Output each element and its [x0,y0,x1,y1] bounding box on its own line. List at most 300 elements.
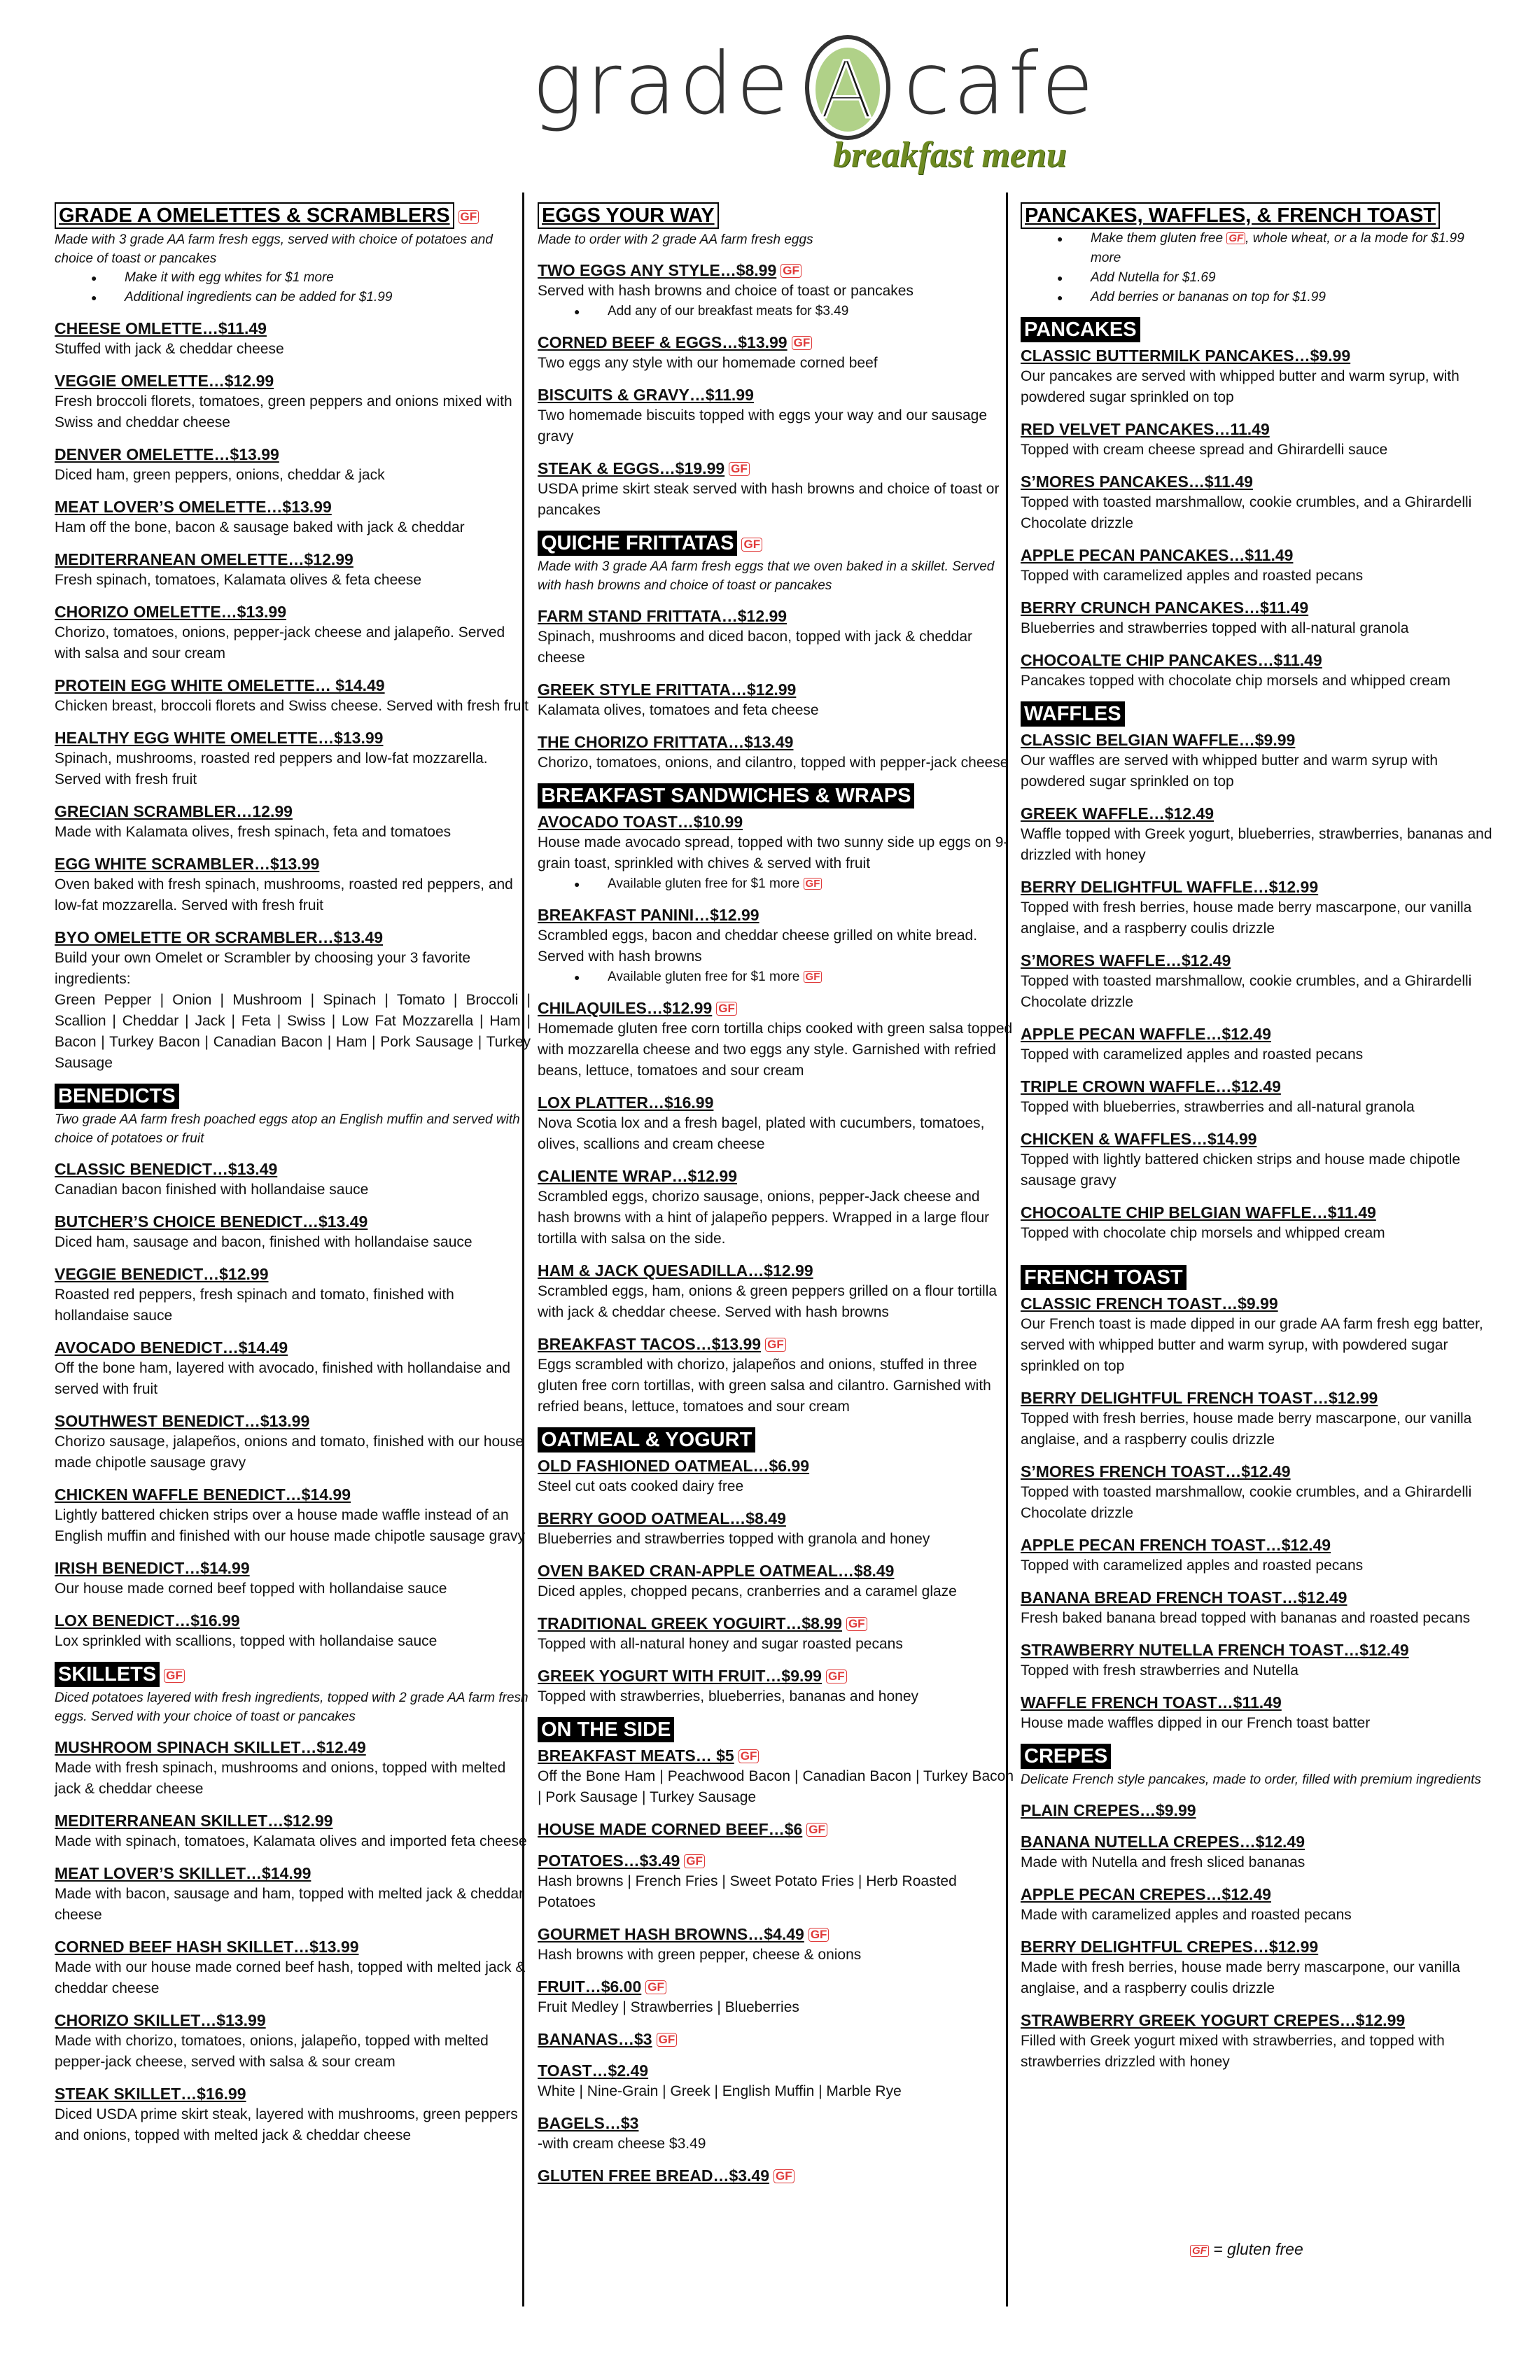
item-desc: Off the bone ham, layered with avocado, finished with hollandaise and served with fruit [55,1360,511,1397]
item-desc: Stuffed with jack & cheddar cheese [55,341,284,357]
gluten-free-badge: GF [1190,2245,1209,2257]
item-bullet: ● Add any of our breakfast meats for $3.49 [538,302,1014,321]
item-desc: Spinach, mushrooms and diced bacon, topped with jack & cheddar cheese [538,629,973,666]
menu-item [538,2029,1014,2050]
section-skillets [55,1652,531,2146]
note-bullet: ● Additional ingredients can be added for $1.99 [55,288,531,307]
menu-column-1 [55,192,531,2146]
menu-item [55,727,531,790]
item-ingredient-list: Green Pepper | Onion | Mushroom | Spinach | Tomato | Broccoli | Scallion | Cheddar | Jack | Feta | Swiss | Low Fat Mozzarella | Ham | Bacon | Turkey Bacon | Canadian Bacon | Ham | Pork Sausage | Turkey Sausage [55,992,531,1071]
item-name: LOX BENEDICT…$16.99 [55,1611,240,1630]
item-desc: Nova Scotia lox and a fresh bagel, plated with cucumbers, tomatoes, olives, scallions and cream cheese [538,1115,985,1152]
menu-item [1021,876,1497,939]
menu-item [55,1484,531,1547]
menu-item [538,1455,1014,1497]
item-name: GRECIAN SCRAMBLER…12.99 [55,802,293,820]
item-name: CLASSIC BELGIAN WAFFLE…$9.99 [1021,731,1296,749]
section-pancakes-waffles-french-toast [1021,192,1497,307]
item-desc: Topped with chocolate chip morsels and whipped cream [1021,1225,1385,1241]
item-name: TRADITIONAL GREEK YOGUIRT…$8.99 GF [538,1613,1014,1634]
gluten-free-badge: GF [1226,232,1245,244]
item-desc: Topped with fresh berries, house made berry mascarpone, our vanilla anglaise, and a raspberry coulis drizzle [1021,899,1472,937]
menu-item [55,1410,531,1474]
menu-item [538,1850,1014,1913]
item-name: DENVER OMELETTE…$13.99 [55,445,279,463]
menu-column-3 [1021,192,1497,2073]
item-desc: Kalamata olives, tomatoes and feta cheese [538,702,819,718]
menu-item [55,853,531,916]
item-desc: House made avocado spread, topped with two sunny side up eggs on 9-grain toast, sprinkled with chives & served with fruit [538,834,1009,872]
item-name: MEAT LOVER’S OMELETTE…$13.99 [55,498,332,516]
item-desc: Made with bacon, sausage and ham, topped with melted jack & cheddar cheese [55,1886,524,1923]
legend-text: = gluten free [1208,2240,1303,2258]
item-desc: Chorizo, tomatoes, onions, pepper-jack cheese and jalapeño. Served with salsa and sour cream [55,624,505,662]
item-name: BISCUITS & GRAVY…$11.99 [538,386,754,404]
item-name: BANANA BREAD FRENCH TOAST…$12.49 [1021,1588,1348,1606]
item-name: CHEESE OMLETTE…$11.49 [55,319,267,337]
item-desc: Scrambled eggs, chorizo sausage, onions, pepper-Jack cheese and hash browns with a hint of jalapeño peppers. Wrapped in a large flour tortilla with salsa on the side. [538,1189,990,1247]
section-waffles [1021,692,1497,1244]
item-desc: White | Nine-Grain | Greek | English Muffin | Marble Rye [538,2083,902,2099]
item-desc: Roasted red peppers, fresh spinach and tomato, finished with hollandaise sauce [55,1287,454,1324]
item-name: PLAIN CREPES…$9.99 [1021,1801,1196,1819]
item-desc: Fresh broccoli florets, tomatoes, green peppers and onions mixed with Swiss and cheddar cheese [55,393,512,430]
item-desc: Hash browns with green pepper, cheese & onions [538,1947,862,1963]
menu-item [538,1745,1014,1808]
item-name: BANANAS…$3 GF [538,2029,1014,2050]
item-name: MEAT LOVER’S SKILLET…$14.99 [55,1864,312,1882]
gluten-free-badge: GF [741,538,762,552]
item-name: CHOCOALTE CHIP BELGIAN WAFFLE…$11.49 [1021,1203,1376,1222]
menu-item [538,679,1014,721]
menu-item [55,318,531,360]
section-quiche-frittatas [538,521,1014,774]
item-name: THE CHORIZO FRITTATA…$13.49 [538,733,794,751]
item-desc: Lox sprinkled with scallions, topped with hollandaise sauce [55,1633,438,1649]
item-desc: Made with fresh spinach, mushrooms and onions, topped with melted jack & cheddar cheese [55,1760,506,1797]
item-name: MEDITERRANEAN SKILLET…$12.99 [55,1812,333,1830]
section-title: BREAKFAST SANDWICHES & WRAPS [538,783,914,808]
item-desc: Our waffles are served with whipped butter and warm syrup with powdered sugar sprinkled on top [1021,752,1438,790]
item-desc: Topped with toasted marshmallow, cookie crumbles, and a Ghirardelli Chocolate drizzle [1021,494,1472,531]
item-name: BAGELS…$3 [538,2114,639,2132]
section-omelettes [55,192,531,1074]
section-note: Made with 3 grade AA farm fresh eggs, served with choice of potatoes and choice of toast or pancakes [55,232,493,266]
gluten-free-badge: GF [765,1338,786,1352]
item-desc: Topped with caramelized apples and roasted pecans [1021,568,1364,584]
menu-item [55,1158,531,1200]
item-name: BANANA NUTELLA CREPES…$12.49 [1021,1833,1305,1851]
item-name: CORNED BEEF & EGGS…$13.99 GF [538,332,1014,353]
section-title: OATMEAL & YOGURT [538,1427,755,1452]
item-desc: Chicken breast, broccoli florets and Swiss cheese. Served with fresh fruit [55,698,528,714]
item-name: BERRY DELIGHTFUL CREPES…$12.99 [1021,1938,1319,1956]
item-desc: Our French toast is made dipped in our grade AA farm fresh egg batter, served with whipped butter and warm syrup, with powdered sugar sprinkled on top [1021,1316,1483,1374]
item-desc: Topped with toasted marshmallow, cookie crumbles, and a Ghirardelli Chocolate drizzle [1021,1484,1472,1521]
section-pancakes [1021,307,1497,692]
menu-item [55,444,531,486]
menu-item [1021,1128,1497,1191]
item-name: GLUTEN FREE BREAD…$3.49 GF [538,2165,1014,2186]
section-title: WAFFLES [1021,701,1125,727]
menu-item [538,997,1014,1082]
item-desc: Diced USDA prime skirt steak, layered with mushrooms, green peppers and onions, topped with melted jack & cheddar cheese [55,2106,518,2143]
item-name: CHOCOALTE CHIP PANCAKES…$11.49 [1021,651,1322,669]
item-name: CLASSIC FRENCH TOAST…$9.99 [1021,1294,1278,1312]
menu-header [0,0,1540,189]
section-title: QUICHE FRITTATAS [538,531,737,556]
menu-item [538,1665,1014,1707]
item-desc: Topped with all-natural honey and sugar roasted pecans [538,1636,903,1652]
menu-item [55,496,531,538]
item-desc: Pancakes topped with chocolate chip morsels and whipped cream [1021,673,1451,689]
item-desc: Diced apples, chopped pecans, cranberries and a caramel glaze [538,1583,957,1600]
gluten-free-badge: GF [164,1669,185,1683]
menu-item [55,675,531,717]
menu-column-2 [538,192,1014,2186]
item-desc: Topped with fresh strawberries and Nutella [1021,1662,1298,1679]
gluten-free-badge: GF [808,1928,830,1942]
item-desc: Made with chorizo, tomatoes, onions, jalapeño, topped with melted pepper-jack cheese, served with salsa & sour cream [55,2033,489,2070]
section-title: BENEDICTS [55,1084,179,1109]
menu-item [55,1810,531,1852]
menu-item [538,1092,1014,1155]
gluten-free-badge: GF [846,1617,867,1631]
item-name: AVOCADO BENEDICT…$14.49 [55,1338,288,1357]
item-desc: -with cream cheese $3.49 [538,2136,706,2152]
item-desc: USDA prime skirt steak served with hash browns and choice of toast or pancakes [538,481,1000,518]
menu-item [1021,803,1497,866]
item-desc: Canadian bacon finished with hollandaise sauce [55,1182,369,1198]
item-name: POTATOES…$3.49 GF [538,1850,1014,1871]
item-desc: Off the Bone Ham | Peachwood Bacon | Canadian Bacon | Turkey Bacon | Pork Sausage | Turkey Sausage [538,1768,1014,1805]
menu-item [538,260,1014,321]
gluten-free-badge: GF [804,878,822,890]
item-name: TWO EGGS ANY STYLE…$8.99 GF [538,260,1014,281]
menu-item [1021,1293,1497,1377]
gluten-free-badge: GF [657,2033,678,2047]
menu-item [1021,729,1497,792]
menu-item [538,2060,1014,2102]
section-note: Made with 3 grade AA farm fresh eggs that we oven baked in a skillet. Served with hash browns and choice of toast or pancakes [538,559,995,593]
item-desc: Chorizo sausage, jalapeños, onions and tomato, finished with our house made chipotle sausage gravy [55,1434,524,1471]
item-name: AVOCADO TOAST…$10.99 [538,813,743,831]
item-name: BREAKFAST PANINI…$12.99 [538,906,760,924]
item-name: GREEK STYLE FRITTATA…$12.99 [538,680,797,699]
section-note: Made to order with 2 grade AA farm fresh eggs [538,232,813,247]
item-name: S’MORES PANCAKES…$11.49 [1021,472,1253,491]
menu-item [1021,1076,1497,1118]
note-bullet: ● Add Nutella for $1.69 [1021,268,1497,288]
item-desc: Homemade gluten free corn tortilla chips cooked with green salsa topped with mozzarella cheese and two eggs any style. Garnished with refried beans, lettuce, tomatoes and sour cream [538,1021,1013,1079]
item-name: CHICKEN WAFFLE BENEDICT…$14.99 [55,1485,351,1504]
item-name: STEAK & EGGS…$19.99 GF [538,458,1014,479]
item-bullet: ● Available gluten free for $1 more GF [538,874,1014,894]
item-desc: Oven baked with fresh spinach, mushrooms, roasted red peppers, and low-fat mozzarella. Served with fresh fruit [55,876,513,913]
menu-item [538,332,1014,374]
item-desc: Made with caramelized apples and roasted pecans [1021,1907,1352,1923]
gluten-free-badge: GF [729,462,750,476]
menu-item [55,549,531,591]
section-title: CREPES [1021,1744,1111,1769]
item-name: GREEK WAFFLE…$12.49 [1021,804,1214,822]
item-name: GREEK YOGURT WITH FRUIT…$9.99 GF [538,1665,1014,1686]
item-desc: Topped with caramelized apples and roasted pecans [1021,1558,1364,1574]
gluten-free-badge: GF [780,264,802,278]
item-desc: Blueberries and strawberries topped with granola and honey [538,1531,930,1547]
item-desc: Scrambled eggs, bacon and cheddar cheese grilled on white bread. Served with hash browns [538,927,978,965]
note-bullet: ● Make it with egg whites for $1 more [55,268,531,288]
item-desc: Eggs scrambled with chorizo, jalapeños and onions, stuffed in three gluten free corn tortillas, with green salsa and cilantro. Garnished with refried beans, lettuce, tomatoes and sour cream [538,1357,991,1415]
item-name: IRISH BENEDICT…$14.99 [55,1559,250,1577]
gluten-free-badge: GF [774,2169,794,2183]
item-desc: Topped with lightly battered chicken strips and house made chipotle sausage gravy [1021,1152,1461,1189]
menu-item [1021,1800,1497,1821]
menu-item [1021,1639,1497,1681]
gluten-free-badge: GF [806,1823,827,1837]
section-title: GRADE A OMELETTES & SCRAMBLERS [55,202,454,229]
item-name: PROTEIN EGG WHITE OMELETTE… $14.49 [55,676,385,694]
menu-item [538,1613,1014,1655]
item-bullet: ● Available gluten free for $1 more GF [538,967,1014,987]
item-name: HEALTHY EGG WHITE OMELETTE…$13.99 [55,729,384,747]
item-name: S’MORES WAFFLE…$12.49 [1021,951,1231,969]
menu-item [1021,1884,1497,1926]
section-on-the-side [538,1707,1014,2186]
menu-item [538,904,1014,987]
item-name: EGG WHITE SCRAMBLER…$13.99 [55,855,320,873]
item-desc: Made with our house made corned beef hash, topped with melted jack & cheddar cheese [55,1959,526,1996]
item-desc: Topped with blueberries, strawberries and all-natural granola [1021,1099,1415,1115]
item-name: VEGGIE BENEDICT…$12.99 [55,1265,269,1283]
menu-item [538,1976,1014,2018]
gluten-free-badge: GF [716,1002,737,1016]
menu-item [538,1819,1014,1840]
item-desc: Steel cut oats cooked dairy free [538,1478,744,1494]
item-name: MEDITERRANEAN OMELETTE…$12.99 [55,550,354,568]
menu-item [538,2113,1014,2155]
item-desc: Fruit Medley | Strawberries | Blueberries [538,1999,799,2015]
item-name: APPLE PECAN FRENCH TOAST…$12.49 [1021,1536,1331,1554]
menu-item [538,1334,1014,1418]
item-name: CHILAQUILES…$12.99 GF [538,997,1014,1018]
menu-item [538,606,1014,668]
grade-a-egg-icon [799,28,897,140]
menu-item [55,2083,531,2146]
item-desc: Chorizo, tomatoes, onions, and cilantro, topped with pepper-jack cheese [538,755,1009,771]
item-name: TRIPLE CROWN WAFFLE…$12.49 [1021,1077,1281,1096]
menu-item [1021,419,1497,461]
menu-item [55,1610,531,1652]
item-desc: Fresh baked banana bread topped with bananas and roasted pecans [1021,1610,1471,1626]
menu-item [1021,471,1497,534]
item-name: STRAWBERRY GREEK YOGURT CREPES…$12.99 [1021,2011,1406,2029]
section-eggs-your-way [538,192,1014,521]
note-bullet: ● Add berries or bananas on top for $1.99 [1021,288,1497,307]
item-desc: Our house made corned beef topped with hollandaise sauce [55,1581,447,1597]
item-desc: Topped with caramelized apples and roasted pecans [1021,1046,1364,1063]
menu-item [1021,1461,1497,1524]
menu-item [538,384,1014,447]
section-oatmeal-yogurt [538,1418,1014,1707]
menu-item [1021,345,1497,408]
section-sandwiches-wraps [538,774,1014,1418]
item-name: APPLE PECAN WAFFLE…$12.49 [1021,1025,1271,1043]
item-name: BREAKFAST TACOS…$13.99 GF [538,1334,1014,1354]
item-name: MUSHROOM SPINACH SKILLET…$12.49 [55,1738,366,1756]
item-name: CLASSIC BENEDICT…$13.49 [55,1160,278,1178]
item-name: OVEN BAKED CRAN-APPLE OATMEAL…$8.49 [538,1562,895,1580]
section-benedicts [55,1074,531,1652]
item-name: OLD FASHIONED OATMEAL…$6.99 [538,1457,810,1475]
menu-item [1021,950,1497,1013]
menu-item [538,1924,1014,1966]
menu-item [1021,597,1497,639]
menu-item [55,1863,531,1926]
logo-word-left: grade [532,34,792,134]
menu-item [55,601,531,664]
item-name: CALIENTE WRAP…$12.99 [538,1167,738,1185]
item-desc: Lightly battered chicken strips over a house made waffle instead of an English muffin and finished with our house made chipotle sausage gravy [55,1507,526,1544]
menu-item [538,732,1014,774]
menu-item [55,1264,531,1326]
section-title: PANCAKES [1021,317,1140,342]
menu-item [1021,1587,1497,1629]
item-desc: Two eggs any style with our homemade corned beef [538,355,878,371]
item-name: GOURMET HASH BROWNS…$4.49 GF [538,1924,1014,1945]
item-name: CHORIZO SKILLET…$13.99 [55,2011,266,2029]
menu-item [55,927,531,1074]
note-bullet: ● Make them gluten free GF , whole wheat, or a la mode for $1.99 more [1021,229,1497,268]
item-desc: Served with hash browns and choice of toast or pancakes [538,283,913,299]
gluten-free-badge: GF [458,210,479,224]
section-note: Diced potatoes layered with fresh ingredients, topped with 2 grade AA farm fresh eggs. Served with your choice of toast or pancakes [55,1690,528,1724]
item-desc: Blueberries and strawberries topped with all-natural granola [1021,620,1409,636]
menu-item [1021,1202,1497,1244]
menu-item [55,1936,531,1999]
item-name: HAM & JACK QUESADILLA…$12.99 [538,1261,813,1280]
menu-item [1021,1936,1497,1999]
section-title: SKILLETS [55,1662,160,1687]
menu-item [55,801,531,843]
item-name: FARM STAND FRITTATA…$12.99 [538,607,788,625]
item-name: BERRY DELIGHTFUL FRENCH TOAST…$12.99 [1021,1389,1378,1407]
logo-word-right: cafe [903,34,1097,134]
section-crepes [1021,1734,1497,2073]
item-name: CLASSIC BUTTERMILK PANCAKES…$9.99 [1021,346,1351,365]
menu-item [1021,1387,1497,1450]
item-name: CHICKEN & WAFFLES…$14.99 [1021,1130,1257,1148]
menu-item [538,1166,1014,1250]
item-name: HOUSE MADE CORNED BEEF…$6 GF [538,1819,1014,1840]
item-name: TOAST…$2.49 [538,2062,649,2080]
logo-letter: A [819,46,876,136]
item-desc: Topped with cream cheese spread and Ghirardelli sauce [1021,442,1388,458]
gluten-free-badge: GF [738,1749,760,1763]
section-title: PANCAKES, WAFFLES, & FRENCH TOAST [1021,202,1440,229]
item-desc: Diced ham, sausage and bacon, finished with hollandaise sauce [55,1234,472,1250]
menu-item [1021,1692,1497,1734]
section-title: FRENCH TOAST [1021,1265,1186,1290]
item-name: STEAK SKILLET…$16.99 [55,2085,246,2103]
menu-item [1021,1534,1497,1576]
item-name: APPLE PECAN CREPES…$12.49 [1021,1885,1271,1903]
item-name: FRUIT…$6.00 GF [538,1976,1014,1997]
item-desc: Ham off the bone, bacon & sausage baked with jack & cheddar [55,519,465,536]
section-french-toast [1021,1244,1497,1734]
item-name: BERRY CRUNCH PANCAKES…$11.49 [1021,598,1309,617]
item-desc: Fresh spinach, tomatoes, Kalamata olives & feta cheese [55,572,422,588]
menu-item [538,2165,1014,2186]
item-name: BREAKFAST MEATS… $5 GF [538,1745,1014,1766]
section-note: Two grade AA farm fresh poached eggs atop an English muffin and served with choice of potatoes or fruit [55,1112,520,1146]
menu-item [538,458,1014,521]
gluten-free-badge: GF [804,971,822,983]
item-name: SOUTHWEST BENEDICT…$13.99 [55,1412,310,1430]
gluten-free-badge: GF [792,336,813,350]
item-desc: Made with Nutella and fresh sliced bananas [1021,1854,1306,1870]
item-name: S’MORES FRENCH TOAST…$12.49 [1021,1462,1291,1480]
cafe-logo [532,28,1097,140]
gluten-free-badge: GF [826,1670,847,1684]
menu-item [55,1737,531,1800]
gluten-free-legend [1190,2240,1303,2259]
item-name: RED VELVET PANCAKES…11.49 [1021,420,1270,438]
section-title: EGGS YOUR WAY [538,202,719,229]
item-desc: Two homemade biscuits topped with eggs your way and our sausage gravy [538,407,988,444]
menu-item [538,1260,1014,1323]
item-desc: Made with fresh berries, house made berry mascarpone, our vanilla anglaise, and a raspberry coulis drizzle [1021,1959,1460,1996]
menu-item [538,1560,1014,1602]
section-note: Delicate French style pancakes, made to order, filled with premium ingredients [1021,1772,1481,1787]
item-desc: Hash browns | French Fries | Sweet Potato Fries | Herb Roasted Potatoes [538,1873,957,1910]
item-desc: Waffle topped with Greek yogurt, blueberries, strawberries, bananas and drizzled with honey [1021,826,1492,863]
gluten-free-badge: GF [645,1980,666,1994]
item-desc: Topped with strawberries, blueberries, bananas and honey [538,1688,919,1704]
item-desc: Spinach, mushrooms, roasted red peppers and low-fat mozzarella. Served with fresh fruit [55,750,488,788]
item-desc: Filled with Greek yogurt mixed with strawberries, and topped with strawberries drizzled with honey [1021,2033,1445,2070]
item-name: BYO OMELETTE OR SCRAMBLER…$13.49 [55,928,384,946]
item-desc: House made waffles dipped in our French toast batter [1021,1715,1371,1731]
section-title: ON THE SIDE [538,1717,674,1742]
menu-item [538,1508,1014,1550]
menu-item [55,370,531,433]
menu-item [1021,545,1497,587]
item-name: STRAWBERRY NUTELLA FRENCH TOAST…$12.49 [1021,1641,1409,1659]
menu-item [55,1558,531,1600]
menu-item [55,2010,531,2073]
item-desc: Topped with toasted marshmallow, cookie crumbles, and a Ghirardelli Chocolate drizzle [1021,973,1472,1010]
menu-item [538,811,1014,894]
item-name: APPLE PECAN PANCAKES…$11.49 [1021,546,1294,564]
gluten-free-badge: GF [684,1854,705,1868]
item-desc: Made with Kalamata olives, fresh spinach, feta and tomatoes [55,824,451,840]
item-desc: Topped with fresh berries, house made berry mascarpone, our vanilla anglaise, and a raspberry coulis drizzle [1021,1410,1472,1448]
item-desc: Our pancakes are served with whipped butter and warm syrup, with powdered sugar sprinkled on top [1021,368,1460,405]
item-name: BERRY DELIGHTFUL WAFFLE…$12.99 [1021,878,1319,896]
menu-item [55,1337,531,1400]
item-name: VEGGIE OMELETTE…$12.99 [55,372,274,390]
item-name: CORNED BEEF HASH SKILLET…$13.99 [55,1938,359,1956]
menu-item [55,1211,531,1253]
item-name: BUTCHER’S CHOICE BENEDICT…$13.49 [55,1212,368,1231]
menu-subtitle: breakfast menu [833,135,1067,175]
menu-item [1021,650,1497,692]
menu-item [1021,1023,1497,1065]
item-name: WAFFLE FRENCH TOAST…$11.49 [1021,1693,1282,1712]
menu-item [1021,2010,1497,2073]
item-desc: Diced ham, green peppers, onions, cheddar & jack [55,467,385,483]
